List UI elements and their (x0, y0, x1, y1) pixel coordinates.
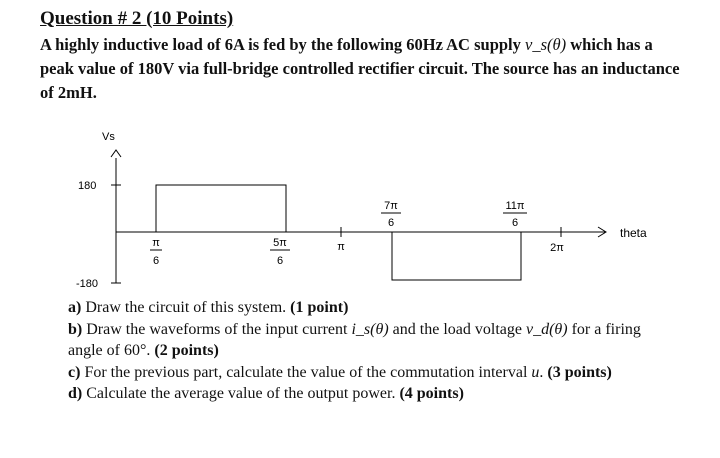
tick-num: 11π (505, 200, 525, 212)
part-b-points: (2 points) (154, 342, 219, 359)
tick-den: 6 (276, 255, 284, 267)
y-tick-label-neg180: -180 (76, 278, 99, 290)
part-c: c) For the previous part, calculate the value of the commutation interval u. (3 points) (68, 363, 612, 381)
tick-num: 5π (273, 237, 287, 249)
x-tick-label-11pi-6 (503, 200, 527, 229)
part-c-label: c) (68, 363, 81, 381)
part-b-text-mid: and the load voltage (392, 320, 522, 338)
part-d-text: Calculate the average value of the output power. (86, 385, 396, 402)
part-b (68, 319, 678, 362)
question-title: Question # 2 (10 Points) (40, 8, 234, 29)
y-tick-label-180: 180 (78, 180, 97, 192)
part-a (68, 297, 678, 319)
tick-den: 6 (387, 217, 395, 229)
load-voltage-symbol: v_d(θ) (525, 320, 568, 338)
part-a-text: Draw the circuit of this system. (85, 299, 287, 316)
tick-den: 6 (152, 255, 160, 267)
part-a-points: (1 point) (290, 299, 349, 316)
waveform-positive-pulse (156, 185, 286, 232)
x-axis-label: theta (620, 226, 647, 240)
part-d-label: d) (68, 385, 83, 402)
tick-num: π (152, 237, 160, 249)
tick-den: 6 (511, 217, 519, 229)
part-b-text-pre: Draw the waveforms of the input current (86, 320, 348, 338)
input-current-symbol: i_s(θ) (351, 320, 389, 338)
x-tick-label-pi: π (337, 241, 345, 253)
part-a-label: a) (68, 299, 82, 316)
y-axis-arrow-icon (111, 150, 121, 157)
part-c-points: (3 points) (547, 363, 612, 381)
commutation-symbol: u (531, 363, 540, 381)
part-b-label: b) (68, 320, 83, 338)
problem-text-post: which has a peak value of 180V via full-bridge controlled rectifier circuit. The source has an inductance of 2mH. (40, 35, 680, 102)
x-tick-label-5pi-6 (270, 237, 290, 267)
question-parts (68, 297, 678, 405)
supply-symbol: v_s(θ) (525, 35, 567, 54)
waveform-negative-pulse (392, 232, 521, 280)
part-c-text: For the previous part, calculate the value of the commutation interval (84, 363, 528, 381)
tick-num: 7π (384, 200, 398, 212)
problem-text-pre: A highly inductive load of 6A is fed by the following 60Hz AC supply (40, 35, 521, 54)
y-axis-label: Vs (102, 131, 115, 143)
part-b-text-post: for a firing angle of 60°. (68, 320, 641, 359)
x-tick-label-2pi: 2π (550, 242, 564, 254)
part-d-points: (4 points) (399, 385, 464, 402)
x-tick-label-pi-6 (150, 237, 162, 267)
x-tick-label-7pi-6 (381, 200, 401, 229)
part-d (68, 383, 678, 405)
